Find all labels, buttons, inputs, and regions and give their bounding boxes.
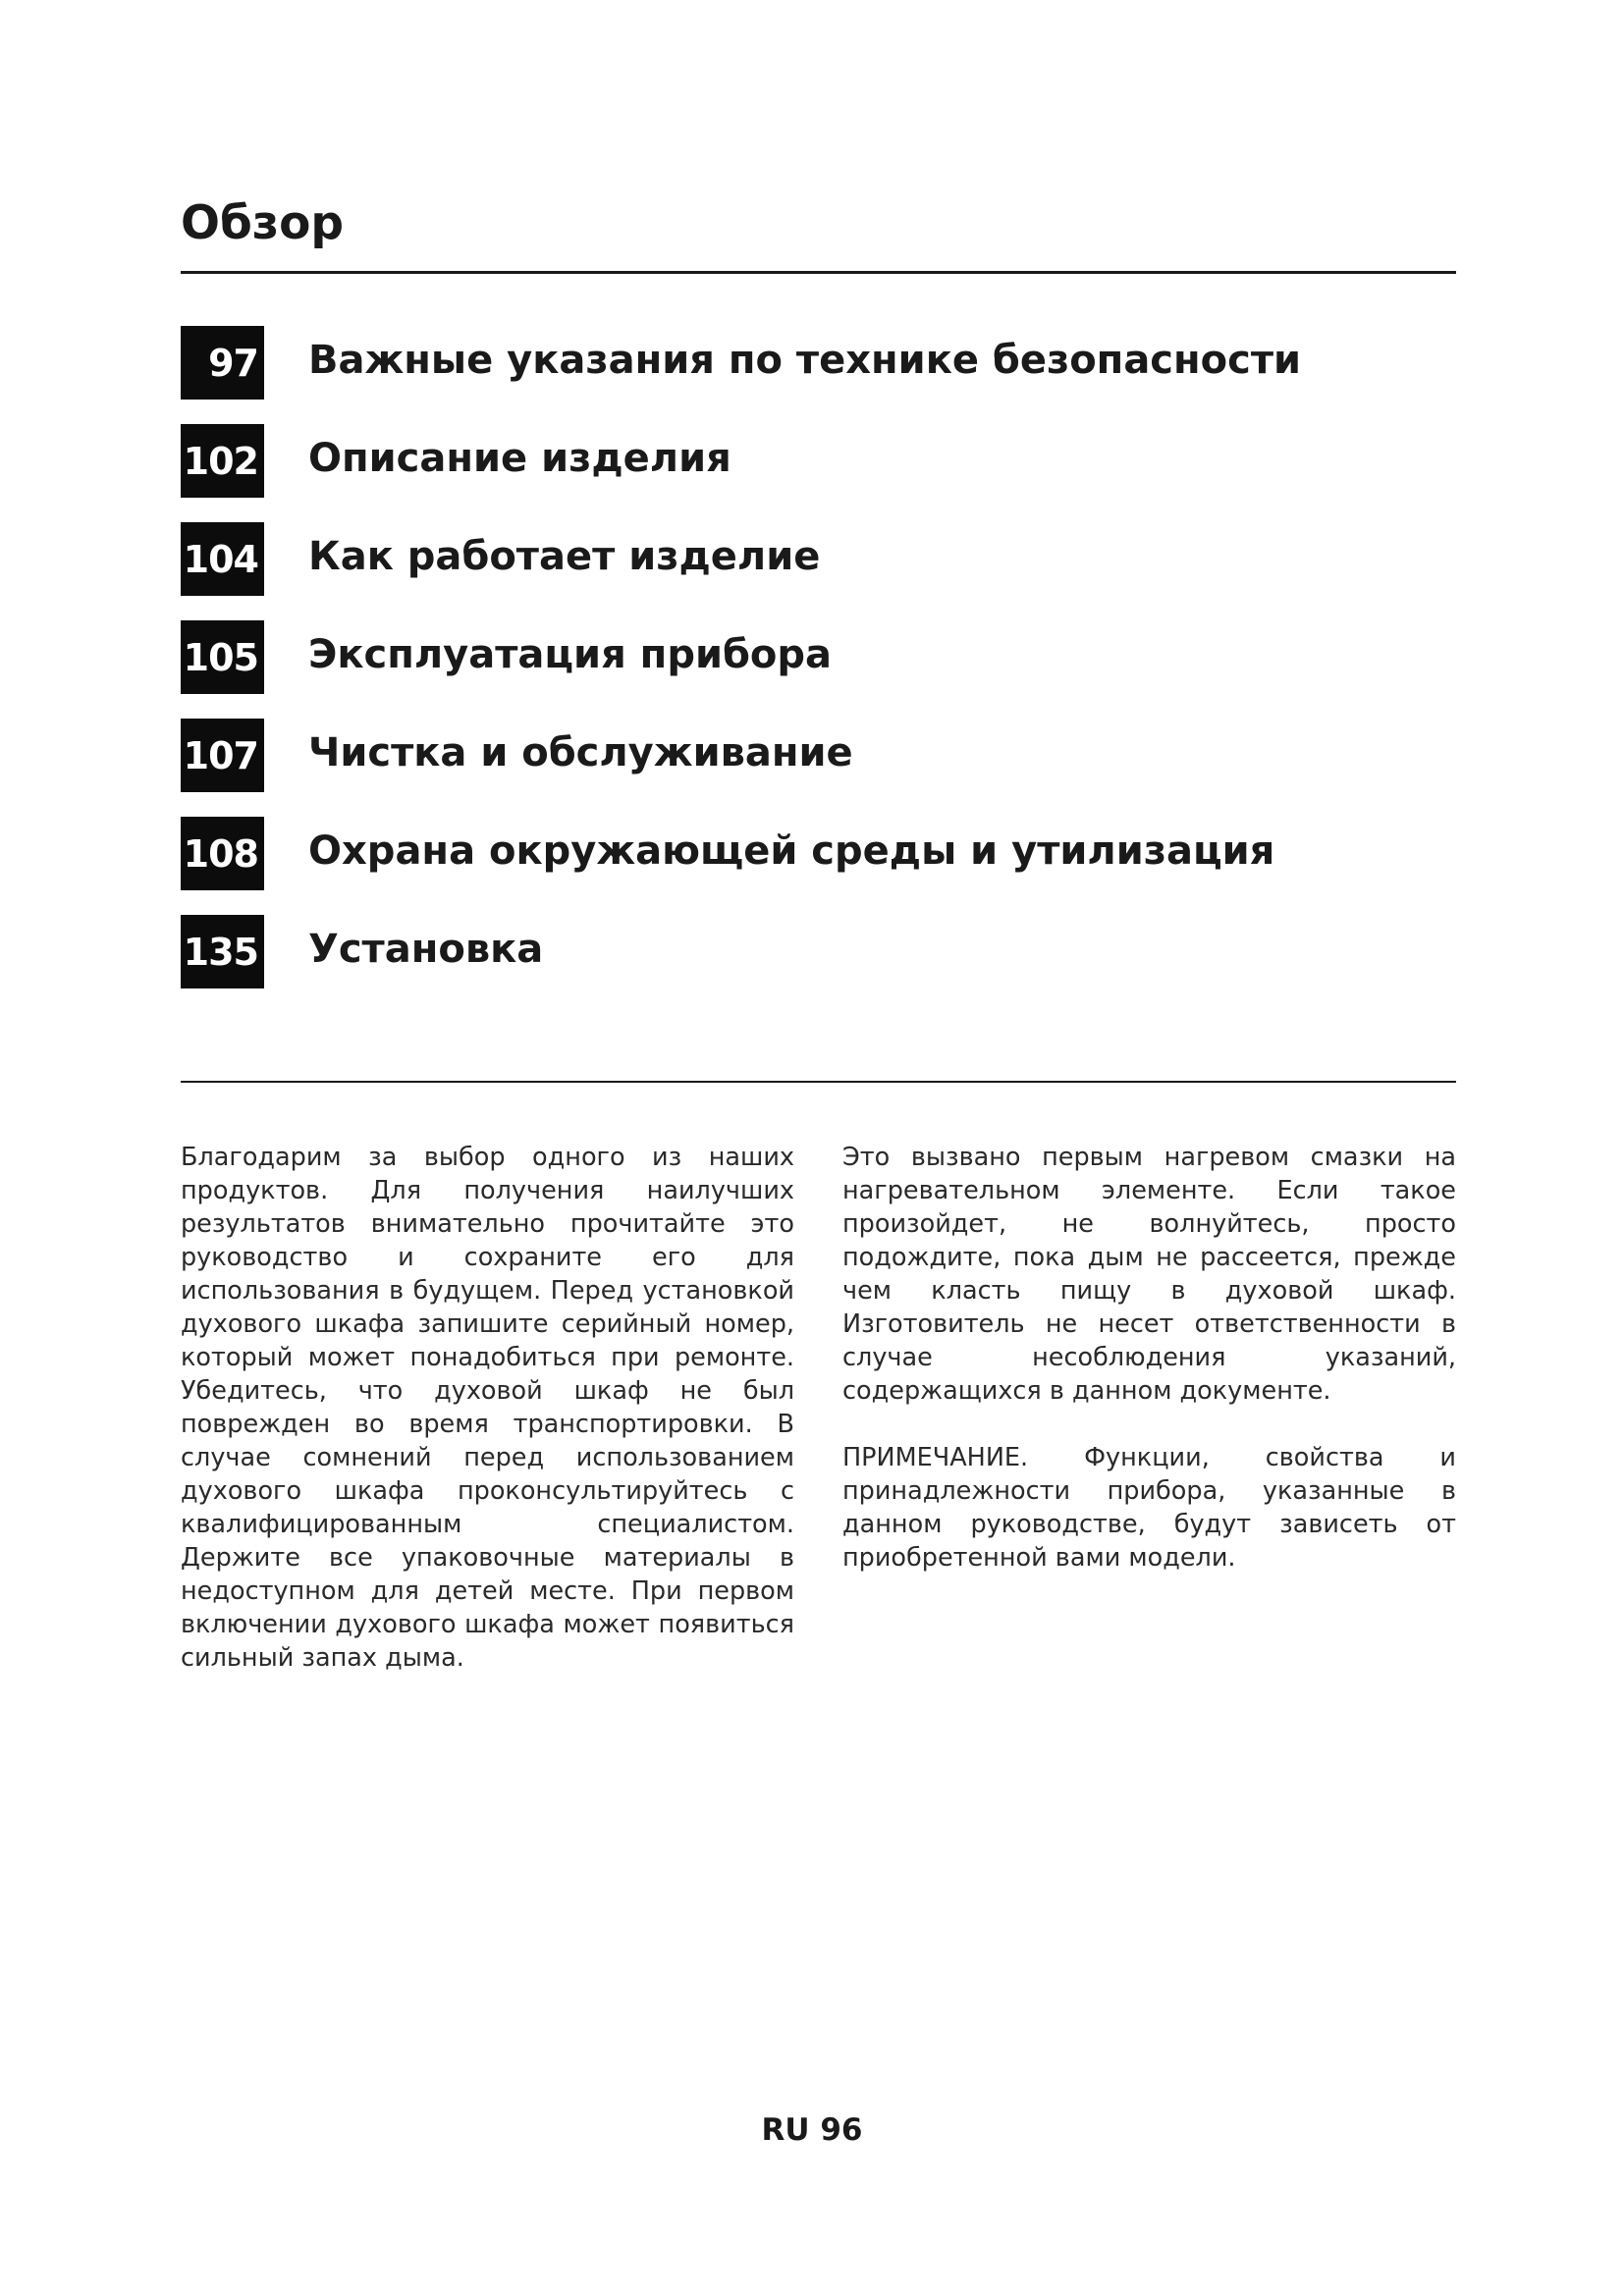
toc-item[interactable] xyxy=(181,817,1456,915)
intro-right-column xyxy=(842,1141,1456,1708)
toc-item[interactable] xyxy=(181,915,1456,1013)
toc-page-number: 108 xyxy=(181,817,264,890)
toc-label: Эксплуатация прибора xyxy=(308,632,833,677)
note-paragraph: ПРИМЕЧАНИЕ. Функции, свойства и принадлежности прибора, указанные в данном руководстве, будут зависеть от приобретенной вами модели. xyxy=(842,1443,1456,1573)
toc-label: Важные указания по технике безопасности xyxy=(308,338,1302,383)
page-number: RU 96 xyxy=(761,2112,863,2148)
toc-page-number: 135 xyxy=(181,915,264,988)
toc-label: Установка xyxy=(308,927,544,972)
toc-label: Описание изделия xyxy=(308,436,731,481)
toc-page-number: 102 xyxy=(181,424,264,498)
intro-text xyxy=(181,1141,1456,1708)
title-divider xyxy=(181,271,1456,274)
intro-left-column xyxy=(181,1141,794,1708)
toc-label: Чистка и обслуживание xyxy=(308,730,853,775)
page-title: Обзор xyxy=(181,196,345,250)
intro-paragraph: Это вызвано первым нагревом смазки на нагревательном элементе. Если такое произойдет, не волнуйтесь, просто подождите, пока дым не рассеется, прежде чем класть пищу в духовой шкаф. Изготовитель не несет ответственности в случае несоблюдения указаний, содержащихся в данном документе. xyxy=(842,1143,1456,1406)
intro-paragraph: Благодарим за выбор одного из наших продуктов. Для получения наилучших результатов внимательно прочитайте это руководство и сохраните его для использования в будущем. Перед установкой духового шкафа запишите серийный номер, который может понадобиться при ремонте. Убедитесь, что духовой шкаф не был поврежден во время транспортировки. В случае сомнений перед использованием духового шкафа проконсультируйтесь с квалифицированным специалистом. Держите все упаковочные материалы в недоступном для детей месте. При первом включении духового шкафа может появиться сильный запах дыма. xyxy=(181,1143,794,1673)
toc-page-number: 105 xyxy=(181,620,264,694)
toc-item[interactable] xyxy=(181,522,1456,620)
toc-page-number: 107 xyxy=(181,719,264,792)
toc-page-number: 104 xyxy=(181,522,264,596)
toc-page-number: 97 xyxy=(181,326,264,400)
toc-divider xyxy=(181,1081,1456,1083)
toc-label: Как работает изделие xyxy=(308,534,821,579)
table-of-contents xyxy=(181,326,1456,1013)
toc-item[interactable] xyxy=(181,326,1456,424)
toc-item[interactable] xyxy=(181,719,1456,817)
toc-item[interactable] xyxy=(181,424,1456,522)
toc-item[interactable] xyxy=(181,620,1456,719)
toc-label: Охрана окружающей среды и утилизация xyxy=(308,828,1275,874)
